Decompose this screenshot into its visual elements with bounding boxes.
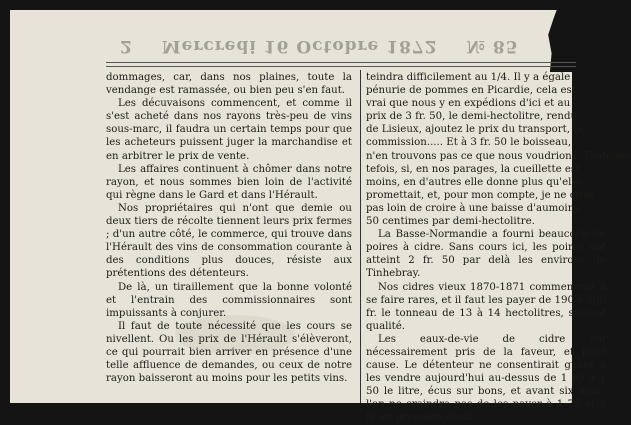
right-line: moins, en d'autres elle donne plus qu'elle [366, 176, 581, 188]
right-line: pénurie de pommes en Picardie, cela est [366, 85, 576, 97]
right-line: tefois, si, en nos parages, la cueillette est [366, 163, 581, 175]
right-line: 50 centimes par demi-hectolitre. [366, 216, 535, 228]
header-date: Mercredi 16 Octobre 1872 [161, 36, 438, 56]
right-paragraph: Les eaux-de-vie de cidre ont nécessairement pris de la faveur, et pour cause. Le détenteur ne consentirait guère à les vendre aujourd'hui au-dessus de 1 65 à 1 50 le litre, écus sur bons, et avant six mois, l'on ne craindra pas de les payer à 1 75 et 2 fr. en premiers choix. [366, 333, 606, 424]
header-page-number: 2 [120, 36, 133, 56]
mirrored-page-header [120, 30, 540, 56]
newspaper-clipping [10, 10, 631, 424]
header-page-ref: № 85 [466, 36, 519, 56]
left-paragraph: dommages, car, dans nos plaines, toute la vendange est ramassée, ou bien peu s'en faut. [106, 72, 352, 97]
right-line: commission..... Et à 3 fr. 50 le boisseau, [366, 137, 572, 149]
right-column [366, 71, 631, 425]
left-paragraph: Il faut de toute nécessité que les cours se nivellent. Ou les prix de l'Hérault s'élèveront, ce qui pourrait bien arriver en présence d'une telle affluence de demandes, ou ceux de notre rayon baisseront au moins pour les petits vins. [106, 320, 352, 385]
right-line: promettait, et, pour mon compte, je ne crois [366, 189, 595, 201]
right-line: de Lisieux, ajoutez le prix du transport, la [366, 124, 583, 136]
right-line: prix de 3 fr. 50, le demi-hectolitre, rendu [366, 111, 578, 123]
left-paragraph: Nos propriétaires qui n'ont que demie ou deux tiers de récolte tiennent leurs prix fermes ; d'un autre côté, le commerce, qui trouve dans l'Hérault des vins de consommation courante à des conditions plus douces, résiste aux prétentions des détenteurs. [106, 202, 352, 280]
column-divider [360, 70, 361, 403]
right-line: pas loin de croire à une baisse d'aumoins [366, 202, 580, 214]
left-paragraph: Les décuvaisons commencent, et comme il s'est acheté dans nos rayons très-peu de vins sous-marc, il faudra un certain temps pour que les acheteurs puissent juger la marchandise et en arbitrer le prix de vente. [106, 98, 352, 162]
left-paragraph: De là, un tiraillement que la bonne volonté et l'entrain des commissionnaires sont impuissants à conjurer. [106, 281, 352, 319]
right-line: teindra difficilement au 1/4. Il y a égale [366, 72, 571, 83]
right-line: vrai que nous y en expédions d'ici et au [366, 98, 571, 110]
header-rule [106, 62, 576, 67]
left-column [106, 71, 352, 385]
right-paragraph: Nos cidres vieux 1870-1871 commencent à se faire rares, et il faut les payer de 190 à 200 fr. le tonneau de 13 à 14 hectolitres, suivant qualité. [366, 281, 606, 332]
right-paragraph: La Basse-Normandie a fourni beaucoup de poires à cidre. Sans cours ici, les poires ont atteint 2 fr. 50 par delà les environs de Tinhebray. [366, 229, 606, 280]
right-line: n'en trouvons pas ce que nous voudrions. Toutefois [366, 150, 631, 162]
left-paragraph: Les affaires continuent à chômer dans notre rayon, et nous sommes bien loin de l'activité qui règne dans le Gard et dans l'Hérault. [106, 163, 352, 201]
